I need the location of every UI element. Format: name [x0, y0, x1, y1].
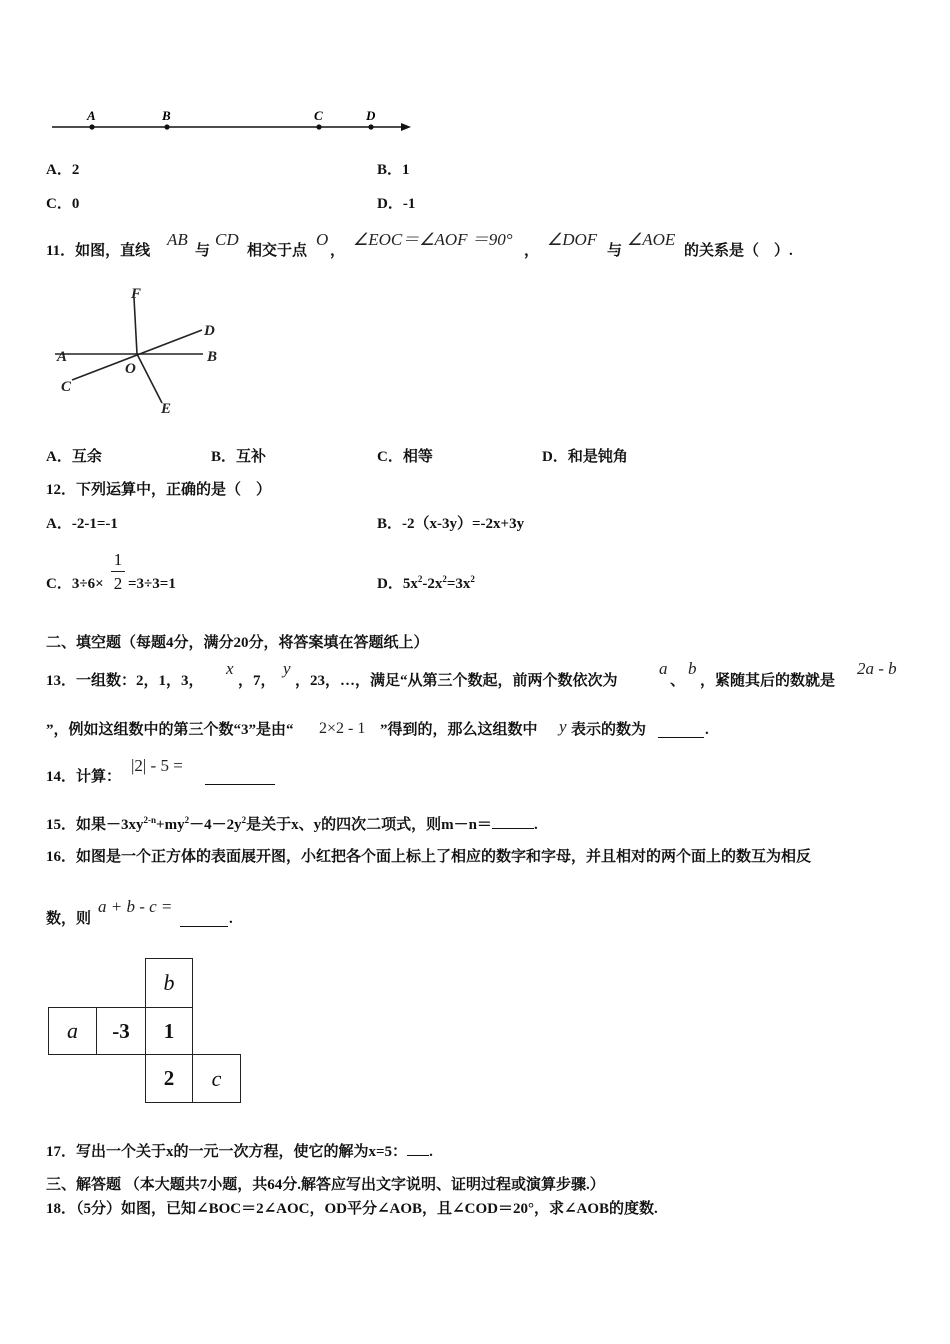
q14-answer-blank[interactable]: [205, 770, 275, 785]
q13-y2: y: [559, 717, 567, 736]
q13-expr2: 2×2 - 1: [319, 720, 366, 737]
q15-answer-blank[interactable]: [492, 816, 534, 829]
q11-o: O: [316, 230, 329, 249]
q15: [46, 816, 538, 833]
q11-option-b[interactable]: B．互补: [211, 449, 267, 465]
point-d: [368, 124, 373, 129]
label-c: C: [314, 108, 323, 123]
q11-comma: ，: [330, 243, 346, 259]
q16-answer-blank[interactable]: [180, 912, 228, 927]
label-a: A: [87, 108, 96, 123]
point-c: [316, 124, 321, 129]
q17-text: 17．写出一个关于x的一元一次方程，使它的解为x=5：: [46, 1144, 408, 1160]
q13-line2-b: ”得到的，那么这组数中: [380, 722, 538, 738]
q16-line1: 16．如图是一个正方体的表面展开图，小红把各个面上标上了相应的数字和字母，并且相对的两个面上的数互为相反: [46, 849, 812, 865]
q13-sep: 、: [670, 673, 686, 689]
q11-intersect: 相交于点: [247, 243, 308, 259]
q15-exp1: 2-n: [143, 815, 157, 825]
fig-label-e: E: [161, 401, 172, 417]
point-b: [164, 124, 169, 129]
q15-a: 15．如果－3xy: [46, 817, 144, 833]
label-b: B: [162, 108, 171, 123]
fig-label-b: B: [207, 349, 218, 365]
q13-line2-c: 表示的数为: [571, 722, 647, 738]
q12-stem: 12．下列运算中，正确的是（ ）: [46, 482, 272, 498]
q12-option-d[interactable]: [377, 574, 475, 592]
net-cell-a: a: [48, 1007, 97, 1055]
q10-option-d[interactable]: D．-1: [377, 196, 416, 212]
q13-line1-c: ，23，…，满足“从第三个数起，前两个数依次为: [295, 673, 618, 689]
q12-d-exp2: 2: [442, 574, 447, 584]
q15-d: 是关于x、y的四次二项式，则m－n＝: [246, 817, 492, 833]
q13-answer-blank[interactable]: [658, 723, 704, 738]
q12-d-a: D．5x: [377, 576, 418, 592]
q15-exp2: 2: [184, 815, 190, 825]
q16-end: .: [229, 911, 233, 927]
q13-x: x: [226, 659, 234, 678]
q13-line1-b: ，7，: [238, 673, 276, 689]
q15-end: .: [533, 817, 538, 833]
q13-line2-a: ”，例如这组数中的第三个数“3”是由“: [46, 722, 294, 738]
q12-c-prefix: C．3÷6×: [46, 576, 104, 592]
point-a: [89, 124, 94, 129]
q11-option-c[interactable]: C．相等: [377, 449, 433, 465]
section-2-heading: 二、填空题（每题4分，满分20分，将答案填在答题纸上）: [46, 635, 429, 651]
q16-expr: a + b - c =: [98, 897, 173, 916]
q16-line2-a: 数，则: [46, 911, 92, 927]
q14-expr: |2| - 5 =: [131, 756, 183, 775]
q13-line1-a: 13．一组数：2，1，3，: [46, 673, 204, 689]
q12-d-exp3: 2: [470, 574, 475, 584]
q13-line1-d: ，紧随其后的数就是: [700, 673, 836, 689]
q13-b: b: [688, 659, 697, 678]
q13-a: a: [659, 659, 668, 678]
q11-option-d[interactable]: D．和是钝角: [542, 449, 628, 465]
q15-exp3: 2: [241, 815, 247, 825]
q10-option-a[interactable]: A．2: [46, 162, 80, 178]
section-3-heading: 三、解答题 （本大题共7小题，共64分.解答应写出文字说明、证明过程或演算步骤.）: [46, 1177, 605, 1193]
q11-cd: CD: [215, 230, 239, 249]
q11-option-a[interactable]: A．互余: [46, 449, 102, 465]
q11-prefix: 11．如图，直线: [46, 243, 151, 259]
ray-of: [134, 298, 137, 354]
q11-suffix: 的关系是（ ）.: [684, 243, 793, 259]
q12-d-c: =3x: [446, 576, 471, 592]
q17-answer-blank[interactable]: [407, 1143, 429, 1156]
q13-expr: 2a - b: [857, 659, 897, 678]
fig-label-f: F: [131, 286, 142, 302]
net-cell-c: c: [192, 1054, 241, 1103]
q12-c-fraction-bar: [111, 571, 125, 572]
q12-option-a[interactable]: A．-2-1=-1: [46, 516, 118, 532]
q14-prefix: 14．计算：: [46, 769, 122, 785]
net-cell-neg3: -3: [96, 1007, 146, 1055]
q12-c-denominator: 2: [113, 574, 123, 593]
ray-oe: [137, 354, 162, 403]
q10-option-c[interactable]: C．0: [46, 196, 80, 212]
q11-angle-aoe: ∠AOE: [627, 230, 676, 249]
q12-d-exp1: 2: [417, 574, 423, 584]
q17: [46, 1143, 433, 1160]
q13-y: y: [283, 659, 291, 678]
intersecting-lines-figure: [45, 285, 245, 425]
q11-comma2: ，: [524, 243, 540, 259]
fig-label-c: C: [61, 379, 72, 395]
fig-label-o: O: [125, 361, 136, 377]
q11-with: 与: [195, 243, 211, 259]
q12-c-numerator: 1: [113, 550, 123, 569]
q12-option-b[interactable]: B．-2（x-3y）=-2x+3y: [377, 516, 525, 532]
fig-label-a: A: [57, 349, 68, 365]
q13-end: .: [705, 722, 709, 738]
q11-ab: AB: [167, 230, 188, 249]
label-d: D: [366, 108, 376, 123]
fig-label-d: D: [204, 323, 215, 339]
q18: 18．（5分）如图，已知∠BOC＝2∠AOC，OD平分∠AOB，且∠COD＝20°，求∠AOB的度数.: [46, 1201, 658, 1217]
net-cell-b: b: [145, 958, 193, 1008]
q15-c: －4－2y: [189, 817, 242, 833]
q11-angle-eq: ∠EOC＝∠AOF ＝90°: [353, 230, 513, 249]
net-cell-2: 2: [145, 1054, 193, 1103]
q10-option-b[interactable]: B．1: [377, 162, 410, 178]
q17-end: .: [429, 1144, 433, 1160]
q15-b: +my: [156, 817, 185, 833]
number-line-figure: [45, 105, 425, 145]
q11-with2: 与: [607, 243, 623, 259]
net-cell-1: 1: [145, 1007, 193, 1055]
q11-angle-dof: ∠DOF: [547, 230, 598, 249]
q12-c-suffix: =3÷3=1: [128, 576, 176, 592]
q12-d-b: -2x: [422, 576, 443, 592]
